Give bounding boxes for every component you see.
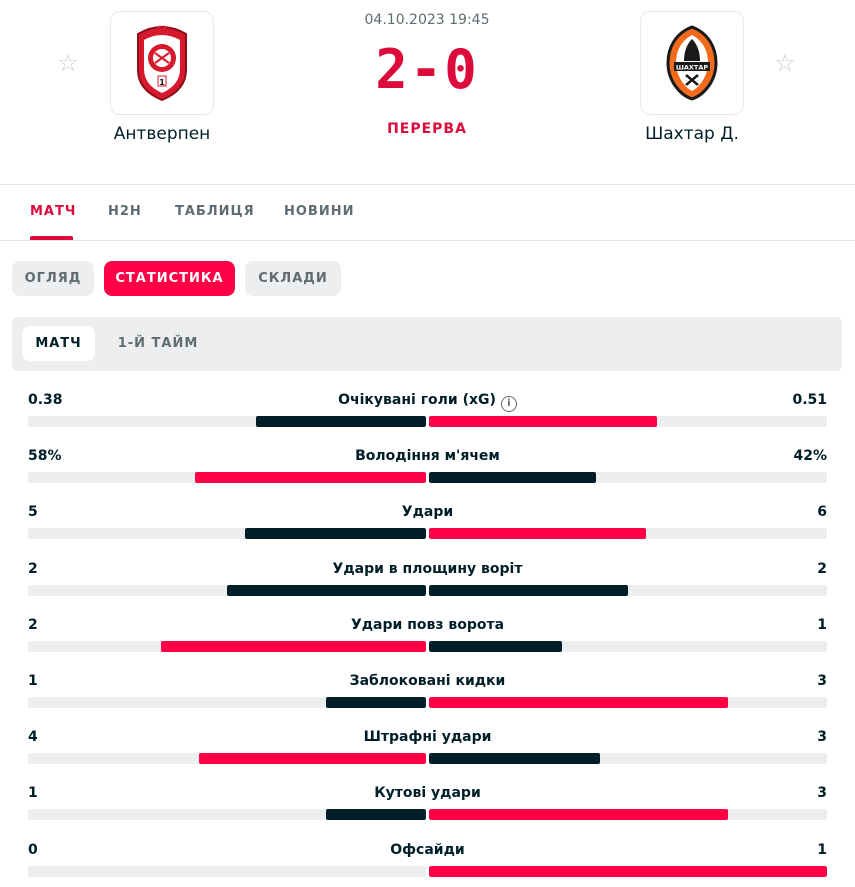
stat-away-value: 3	[817, 673, 827, 689]
stat-home-bar	[28, 809, 426, 820]
stat-home-bar-fill	[195, 472, 426, 483]
stat-away-bar	[429, 809, 827, 820]
stat-away-bar	[429, 753, 827, 764]
antwerp-crest-icon	[132, 24, 192, 102]
stat-away-bar	[429, 585, 827, 596]
tab-news[interactable]: НОВИНИ	[284, 204, 355, 219]
home-team-name[interactable]: Антверпен	[113, 124, 211, 144]
info-icon[interactable]: i	[501, 396, 517, 412]
stat-home-bar	[28, 866, 426, 877]
stat-home-bar-fill	[161, 641, 426, 652]
stat-away-value: 2	[817, 561, 827, 577]
stat-home-bar	[28, 697, 426, 708]
stat-row	[0, 777, 855, 833]
stat-home-value: 0.38	[28, 392, 63, 408]
stat-away-bar	[429, 641, 827, 652]
stat-name-label: Удари повз ворота	[350, 617, 505, 633]
stat-home-value: 2	[28, 617, 38, 633]
stat-name	[227, 504, 628, 520]
stat-home-value: 58%	[28, 448, 62, 464]
stat-home-bar-fill	[245, 528, 426, 539]
subtab-lineups[interactable]: СКЛАДИ	[245, 261, 341, 296]
stat-away-bar-fill	[429, 753, 600, 764]
stat-home-bar-fill	[227, 585, 426, 596]
stat-name-label: Очікувані голи (xG)	[338, 392, 496, 408]
stat-away-bar	[429, 472, 827, 483]
stat-away-value: 3	[817, 729, 827, 745]
stat-name	[227, 842, 628, 858]
stat-name	[227, 729, 628, 745]
stat-away-value: 1	[817, 617, 827, 633]
stat-row	[0, 440, 855, 496]
stat-home-value: 1	[28, 673, 38, 689]
svg-text:1: 1	[159, 78, 165, 87]
stat-home-bar-fill	[256, 416, 426, 427]
away-team-logo[interactable]	[640, 11, 744, 115]
stat-away-bar	[429, 528, 827, 539]
stat-away-bar-fill	[429, 528, 646, 539]
stat-name-label: Удари в площину воріт	[332, 561, 523, 577]
stat-name-label: Офсайди	[390, 842, 465, 858]
match-score: 2-0	[375, 38, 479, 101]
subtab-overview[interactable]: ОГЛЯД	[12, 261, 94, 296]
stat-away-value: 0.51	[792, 392, 827, 408]
stat-away-bar	[429, 866, 827, 877]
stat-home-bar	[28, 416, 426, 427]
stat-row	[0, 665, 855, 721]
stat-name	[227, 673, 628, 689]
stat-home-bar	[28, 753, 426, 764]
stat-row	[0, 384, 855, 440]
stat-row	[0, 834, 855, 887]
stat-name	[227, 785, 628, 801]
stat-name	[227, 448, 628, 464]
stat-home-bar	[28, 641, 426, 652]
stat-away-bar-fill	[429, 866, 827, 877]
stat-away-value: 3	[817, 785, 827, 801]
favorite-home-star-icon[interactable]: ☆	[57, 49, 79, 77]
away-team-name[interactable]: Шахтар Д.	[645, 124, 739, 144]
stat-away-bar-fill	[429, 809, 728, 820]
main-tabs	[0, 184, 855, 240]
stat-name-label: Удари	[401, 504, 454, 520]
stat-home-value: 0	[28, 842, 38, 858]
stat-away-bar	[429, 697, 827, 708]
stat-row	[0, 496, 855, 552]
stat-home-bar-fill	[326, 809, 426, 820]
stat-home-bar-fill	[199, 753, 426, 764]
stat-home-bar-fill	[326, 697, 426, 708]
stat-away-bar	[429, 416, 827, 427]
stat-row	[0, 609, 855, 665]
tab-table[interactable]: ТАБЛИЦЯ	[175, 204, 255, 219]
period-first-half[interactable]: 1-Й ТАЙМ	[117, 336, 199, 351]
period-selector	[12, 317, 842, 371]
stat-away-value: 42%	[793, 448, 827, 464]
stat-home-bar	[28, 472, 426, 483]
stat-name-label: Володіння м'ячем	[355, 448, 500, 464]
tab-match[interactable]: МАТЧ	[30, 204, 77, 219]
stat-home-value: 4	[28, 729, 38, 745]
stat-home-value: 1	[28, 785, 38, 801]
match-status: ПЕРЕРВА	[387, 121, 467, 137]
stat-home-value: 5	[28, 504, 38, 520]
stat-home-bar	[28, 585, 426, 596]
stat-home-bar	[28, 528, 426, 539]
stat-name-label: Штрафні удари	[363, 729, 492, 745]
match-header	[0, 0, 855, 184]
stat-away-value: 1	[817, 842, 827, 858]
favorite-away-star-icon[interactable]: ☆	[774, 49, 796, 77]
stat-name	[227, 392, 628, 412]
tab-h2h[interactable]: H2H	[108, 204, 142, 219]
stat-away-value: 6	[817, 504, 827, 520]
stat-name-label: Заблоковані кидки	[349, 673, 506, 689]
stat-home-value: 2	[28, 561, 38, 577]
stat-name-label: Кутові удари	[374, 785, 481, 801]
match-datetime: 04.10.2023 19:45	[364, 12, 490, 28]
stat-away-bar-fill	[429, 416, 657, 427]
stat-away-bar-fill	[429, 641, 562, 652]
stat-name	[227, 561, 628, 577]
stat-row	[0, 553, 855, 609]
stat-away-bar-fill	[429, 585, 628, 596]
period-match[interactable]: МАТЧ	[22, 326, 95, 361]
shakhtar-crest-icon	[662, 25, 722, 101]
home-team-logo[interactable]	[110, 11, 214, 115]
stat-name	[227, 617, 628, 633]
stat-row	[0, 721, 855, 777]
tabs-divider	[0, 240, 855, 241]
subtab-statistics[interactable]: СТАТИСТИКА	[104, 261, 235, 296]
shakhtar-crest-text: ШАХТАР	[675, 63, 709, 72]
stat-away-bar-fill	[429, 472, 596, 483]
stat-away-bar-fill	[429, 697, 728, 708]
